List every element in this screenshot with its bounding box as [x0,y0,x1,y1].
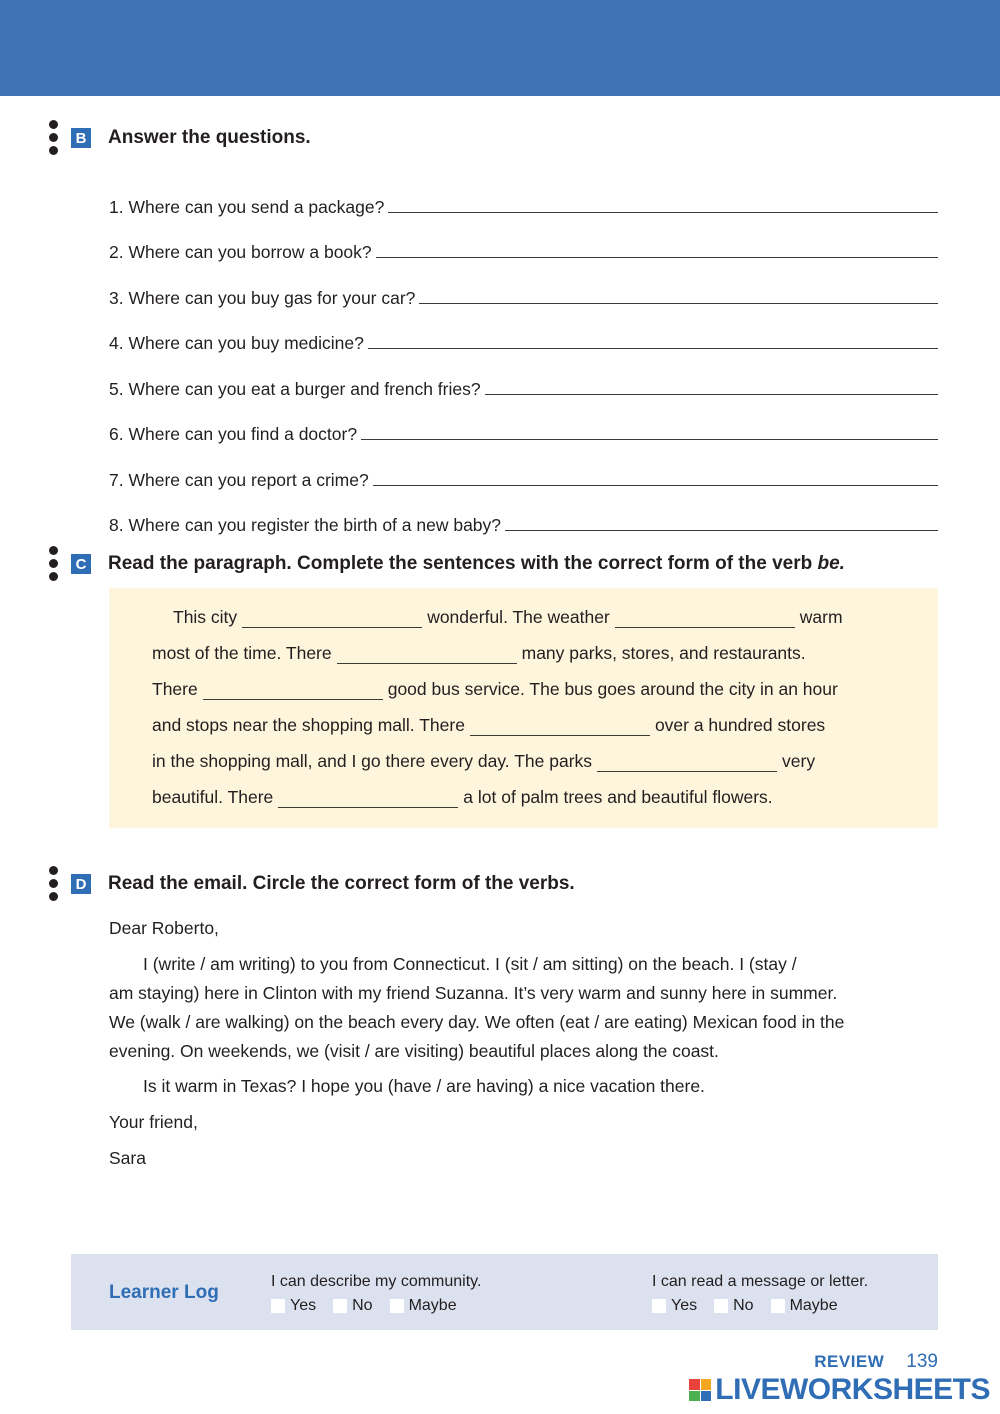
answer-line[interactable] [373,485,938,486]
page-number: 139 [906,1351,938,1372]
question-row [109,400,938,446]
learner-log-item [652,1273,868,1315]
question-text: 5. Where can you eat a burger and french fries? [109,378,481,399]
section-letter-badge: C [71,554,91,574]
fill-blank[interactable] [470,718,650,736]
question-row [109,491,938,537]
page-footer [814,1351,938,1373]
question-row [109,263,938,309]
option-label: No [733,1297,754,1314]
option-label: Yes [671,1297,698,1314]
learner-log [71,1254,938,1330]
paragraph-text: many parks, stores, and restaurants. [521,643,806,663]
paragraph-text: very [782,751,816,771]
question-row [109,354,938,400]
paragraph-text: beautiful. There [152,787,274,807]
paragraph-line [152,679,838,700]
option-maybe[interactable] [390,1297,457,1315]
learner-log-item [271,1273,481,1315]
question-text: 4. Where can you buy medicine? [109,333,364,353]
checkbox[interactable] [652,1299,666,1313]
email-line[interactable]: am staying) here in Clinton with my friend Suzanna. It’s very warm and sunny here in summer. [109,983,838,1003]
fill-blank[interactable] [242,610,422,628]
paragraph-line [173,607,843,628]
option-label: Maybe [789,1297,838,1314]
learner-log-title: Learner Log [109,1282,219,1303]
learner-log-statement: I can describe my community. [271,1273,482,1290]
brand-name: LIVEWORKSHEETS [715,1373,990,1406]
paragraph-line [152,643,806,664]
section-d-header [45,866,575,902]
email-greeting: Dear Roberto, [109,918,219,938]
answer-line[interactable] [505,530,938,531]
question-text: 8. Where can you register the birth of a new baby? [109,515,502,535]
question-text: 3. Where can you buy gas for your car? [109,287,416,308]
paragraph-line [152,751,815,772]
question-text: 2. Where can you borrow a book? [109,242,372,262]
question-row [109,309,938,355]
section-b-header [45,120,311,156]
option-label: Maybe [408,1297,457,1314]
checkbox[interactable] [333,1299,347,1313]
email-signature: Sara [109,1148,146,1168]
paragraph-text: warm [799,607,843,627]
email-body [109,914,939,1173]
answer-line[interactable] [419,303,938,304]
paragraph-text: There [152,679,198,699]
email-line[interactable]: evening. On weekends, we (visit / are visiting) beautiful places along the coast. [109,1041,719,1061]
brand-logo-icon [689,1379,711,1401]
paragraph-text: This city [173,607,238,627]
section-d-instruction: Read the email. Circle the correct form of the verbs. [108,873,575,894]
answer-line[interactable] [376,257,938,258]
fill-blank[interactable] [337,646,517,664]
paragraph-text: over a hundred stores [654,715,826,735]
question-text: 1. Where can you send a package? [109,196,385,217]
checkbox[interactable] [714,1299,728,1313]
checkbox[interactable] [390,1299,404,1313]
answer-line[interactable] [368,348,938,349]
email-line[interactable]: We (walk / are walking) on the beach every day. We often (eat / are eating) Mexican food in the [109,1012,845,1032]
question-text: 6. Where can you find a doctor? [109,424,358,444]
question-text: 7. Where can you report a crime? [109,469,369,490]
fill-blank[interactable] [597,754,777,772]
learner-log-statement: I can read a message or letter. [652,1273,869,1290]
section-letter-badge: D [71,874,91,894]
paragraph-text: wonderful. The weather [427,607,610,627]
option-label: Yes [290,1297,317,1314]
fill-blank[interactable] [615,610,795,628]
email-line[interactable]: I (write / am writing) to you from Connecticut. I (sit / am sitting) on the beach. I (stay / [143,954,797,974]
checkbox[interactable] [771,1299,785,1313]
section-dots-icon [45,120,59,156]
section-c-instruction [108,553,845,575]
paragraph-line [152,715,825,736]
option-maybe[interactable] [771,1297,838,1315]
question-list [109,172,938,536]
instruction-emphasis: be. [817,553,845,574]
email-paragraph-2[interactable]: Is it warm in Texas? I hope you (have / are having) a nice vacation there. [143,1076,705,1096]
checkbox[interactable] [271,1299,285,1313]
answer-line[interactable] [361,439,938,440]
option-no[interactable] [333,1297,372,1315]
section-dots-icon [45,866,59,902]
section-letter-badge: B [71,128,91,148]
section-b-instruction: Answer the questions. [108,127,311,148]
answer-line[interactable] [388,212,938,213]
option-label: No [352,1297,373,1314]
paragraph-text: a lot of palm trees and beautiful flowers. [463,787,773,807]
paragraph-text: and stops near the shopping mall. There [152,715,465,735]
option-yes[interactable] [271,1297,316,1315]
question-row [109,172,938,218]
option-yes[interactable] [652,1297,697,1315]
paragraph-box [109,588,938,828]
question-row [109,218,938,264]
answer-line[interactable] [485,394,938,395]
section-c-header [45,546,845,582]
instruction-text: Read the paragraph. Complete the sentences with the correct form of the verb [108,553,818,574]
footer-section-label: REVIEW [814,1352,885,1371]
brand-watermark [689,1373,990,1407]
question-row [109,445,938,491]
paragraph-line [152,787,773,808]
paragraph-text: in the shopping mall, and I go there every day. The parks [152,751,593,771]
header-band [0,0,1000,96]
fill-blank[interactable] [203,682,383,700]
section-dots-icon [45,546,59,582]
paragraph-text: good bus service. The bus goes around the city in an hour [387,679,838,699]
paragraph-text: most of the time. There [152,643,332,663]
option-no[interactable] [714,1297,753,1315]
fill-blank[interactable] [278,790,458,808]
email-closing: Your friend, [109,1112,198,1132]
